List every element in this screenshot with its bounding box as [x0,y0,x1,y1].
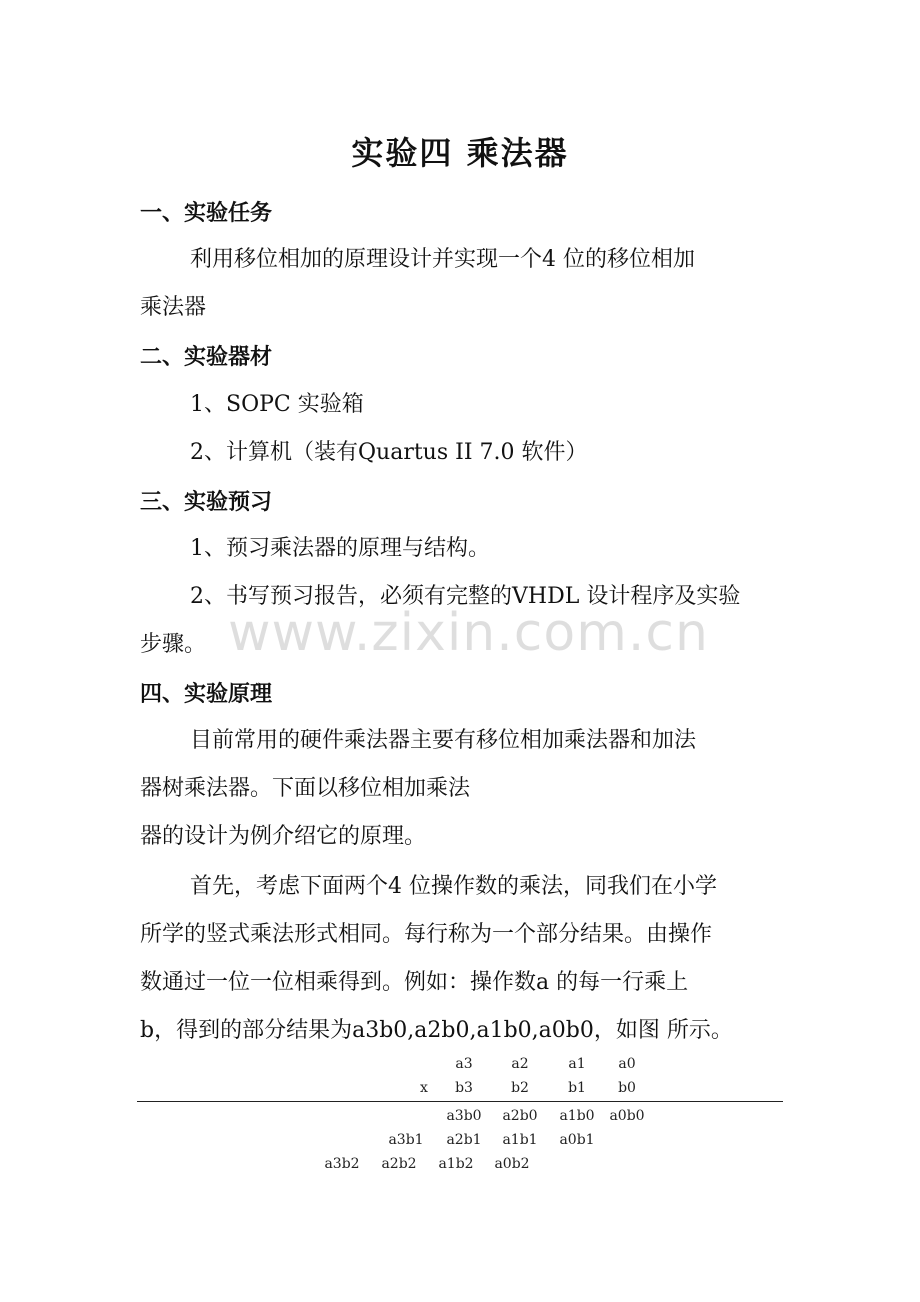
partial-product: a2b1 [446,1132,482,1148]
page-title: 实验四 乘法器 [351,134,569,172]
principle-p2-line-3: 数通过一位一位相乘得到。例如：操作数a 的每一行乘上 [140,970,689,995]
partial-product: a3b1 [388,1132,424,1148]
operand-a-digit: a0 [618,1056,636,1072]
partial-product: a1b2 [438,1156,474,1172]
principle-p1-line-2: 器树乘法器。下面以移位相加乘法 [140,776,471,801]
operand-b-digit: b0 [618,1080,636,1096]
section-heading-preview: 三、实验预习 [140,490,273,515]
times-sign: x [420,1080,428,1096]
operand-b-digit: b3 [455,1080,473,1096]
principle-p2-line-1: 首先，考虑下面两个4 位操作数的乘法，同我们在小学 [190,874,717,899]
operand-b-digit: b1 [568,1080,586,1096]
section-heading-equipment: 二、实验器材 [140,345,273,370]
operand-a-digit: a2 [511,1056,529,1072]
partial-product: a2b0 [502,1108,538,1124]
principle-p1-line-1: 目前常用的硬件乘法器主要有移位相加乘法器和加法 [190,728,697,753]
partial-product: a2b2 [381,1156,417,1172]
operand-b-digit: b2 [511,1080,529,1096]
operand-a-digit: a1 [568,1056,586,1072]
operand-a-digit: a3 [455,1056,473,1072]
equipment-item-1: 1、SOPC 实验箱 [190,392,364,417]
equipment-item-2: 2、计算机（装有Quartus II 7.0 软件） [190,440,588,465]
principle-p2-line-2: 所学的竖式乘法形式相同。每行称为一个部分结果。由操作 [140,922,713,947]
partial-product: a3b2 [324,1156,360,1172]
section-heading-task: 一、实验任务 [140,201,273,226]
principle-p1-line-3: 器的设计为例介绍它的原理。 [140,824,427,849]
preview-item-2-line-1: 2、书写预习报告，必须有完整的VHDL 设计程序及实验 [190,584,741,609]
partial-product: a0b1 [559,1132,595,1148]
partial-product: a3b0 [446,1108,482,1124]
multiplication-rule-line [137,1101,783,1102]
section-heading-principle: 四、实验原理 [140,682,273,707]
preview-item-1: 1、预习乘法器的原理与结构。 [190,536,490,561]
partial-product: a0b0 [609,1108,645,1124]
watermark-text: www.zixin.com.cn [228,603,709,663]
partial-product: a1b1 [502,1132,538,1148]
partial-product: a1b0 [559,1108,595,1124]
partial-product: a0b2 [494,1156,530,1172]
preview-item-2-line-2: 步骤。 [140,632,207,657]
task-text-line-1: 利用移位相加的原理设计并实现一个4 位的移位相加 [190,247,695,272]
principle-p2-line-4: b，得到的部分结果为a3b0,a2b0,a1b0,a0b0，如图 所示。 [140,1018,733,1043]
task-text-line-2: 乘法器 [140,295,207,320]
